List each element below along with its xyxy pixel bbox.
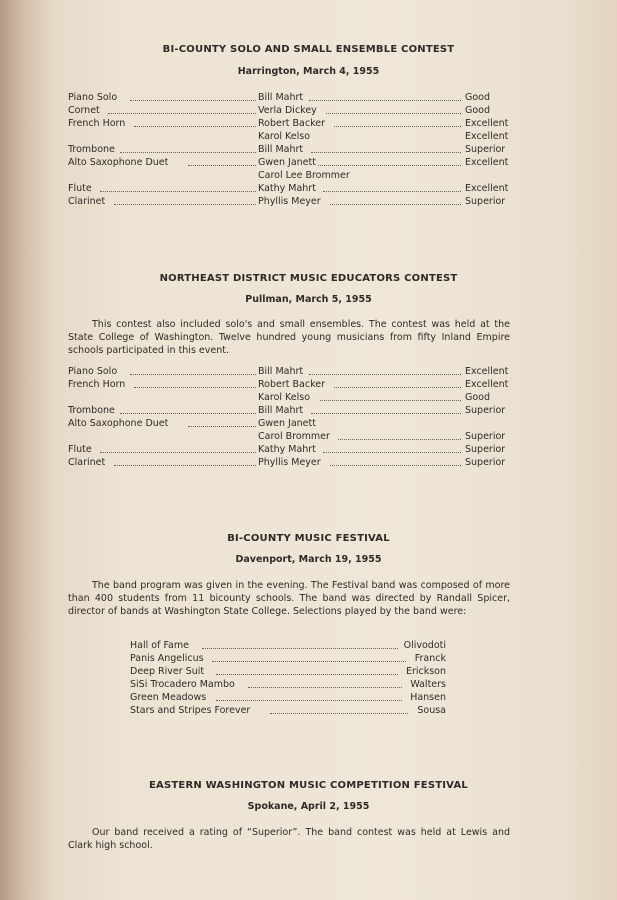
selection-title: SiSi Trocadero Mambo: [130, 679, 235, 690]
rating-cell: Superior: [465, 457, 506, 468]
rating-cell: Excellent: [465, 183, 509, 194]
list-item: [130, 652, 446, 665]
performer-cell: Phyllis Meyer: [258, 196, 321, 207]
table-row: [68, 117, 510, 130]
instrument-cell: Clarinet: [68, 457, 106, 468]
instrument-cell: Trombone: [68, 144, 115, 155]
instrument-cell: Cornet: [68, 105, 100, 116]
instrument-cell: Piano Solo: [68, 92, 118, 103]
rating-cell: Superior: [465, 405, 506, 416]
performer-cell: Robert Backer: [258, 379, 325, 390]
selection-title: Hall of Fame: [130, 640, 189, 651]
table-row: [68, 365, 510, 378]
performer-cell: Carol Brommer: [258, 431, 330, 442]
rating-cell: Good: [465, 392, 491, 403]
performer-cell: Gwen Janett: [258, 418, 316, 429]
section-title-bi-county-solo: BI-COUNTY SOLO AND SMALL ENSEMBLE CONTEST: [162, 44, 455, 55]
section-subtitle-harrington: Harrington, March 4, 1955: [237, 66, 380, 77]
selection-composer: Olivodoti: [403, 640, 446, 651]
selection-composer: Hansen: [410, 692, 446, 703]
table-row: [68, 391, 510, 404]
instrument-cell: Clarinet: [68, 196, 106, 207]
table-row: [68, 443, 510, 456]
instrument-cell: Flute: [68, 444, 92, 455]
table-row: [68, 456, 510, 469]
instrument-cell: Flute: [68, 183, 92, 194]
performer-cell: Bill Mahrt: [258, 405, 304, 416]
list-item: [130, 639, 446, 652]
rating-cell: Excellent: [465, 157, 509, 168]
selection-composer: Erickson: [405, 666, 446, 677]
performer-cell: Kathy Mahrt: [258, 444, 316, 455]
section-subtitle-davenport: Davenport, March 19, 1955: [235, 554, 382, 565]
section-title-eastern-washington: EASTERN WASHINGTON MUSIC COMPETITION FESTIVAL: [149, 780, 468, 791]
rating-cell: Superior: [465, 431, 506, 442]
table-row: [68, 130, 510, 143]
table-row: [68, 378, 510, 391]
selection-title: Stars and Stripes Forever: [130, 705, 251, 716]
list-item: [130, 691, 446, 704]
instrument-cell: Alto Saxophone Duet: [68, 418, 169, 429]
section-subtitle-pullman: Pullman, March 5, 1955: [245, 294, 372, 305]
section-paragraph-pullman: This contest also included solo's and small ensembles. The contest was held at the State College of Washington. Twelve hundred young musicians from fifty Inland Empire schools participated in this event.: [68, 319, 510, 356]
rating-cell: Superior: [465, 196, 506, 207]
performer-cell: Carol Lee Brommer: [258, 170, 350, 181]
rating-cell: Superior: [465, 144, 506, 155]
table-row: [68, 404, 510, 417]
rating-cell: Excellent: [465, 131, 509, 142]
selection-composer: Franck: [414, 653, 446, 664]
rating-cell: Excellent: [465, 379, 509, 390]
instrument-cell: French Horn: [68, 118, 126, 129]
selection-composer: Walters: [410, 679, 446, 690]
section-paragraph-spokane: Our band received a rating of “Superior”. The band contest was held at Lewis and Clark high school.: [68, 827, 510, 851]
performer-cell: Kathy Mahrt: [258, 183, 316, 194]
rating-cell: Superior: [465, 444, 506, 455]
selection-title: Deep River Suit: [130, 666, 205, 677]
section-title-northeast-district: NORTHEAST DISTRICT MUSIC EDUCATORS CONTEST: [159, 273, 458, 284]
instrument-cell: Trombone: [68, 405, 115, 416]
section-subtitle-spokane: Spokane, April 2, 1955: [247, 801, 370, 812]
selection-title: Green Meadows: [130, 692, 207, 703]
instrument-cell: Piano Solo: [68, 366, 118, 377]
table-row: [68, 195, 510, 208]
performer-cell: Karol Kelso: [258, 392, 311, 403]
rating-cell: Good: [465, 92, 491, 103]
list-item: [130, 704, 446, 717]
list-item: [130, 665, 446, 678]
table-row: [68, 182, 510, 195]
rating-cell: Excellent: [465, 118, 509, 129]
table-row: [68, 104, 510, 117]
performer-cell: Phyllis Meyer: [258, 457, 321, 468]
instrument-cell: Alto Saxophone Duet: [68, 157, 169, 168]
performer-cell: Bill Mahrt: [258, 92, 304, 103]
rating-cell: Good: [465, 105, 491, 116]
performer-cell: Verla Dickey: [258, 105, 317, 116]
rating-cell: Excellent: [465, 366, 509, 377]
performer-cell: Bill Mahrt: [258, 144, 304, 155]
table-row: [68, 430, 510, 443]
table-row: [68, 156, 510, 169]
performer-cell: Gwen Janett: [258, 157, 316, 168]
table-row: [68, 169, 510, 182]
selection-composer: Sousa: [417, 705, 446, 716]
instrument-cell: French Horn: [68, 379, 126, 390]
section-title-bi-county-festival: BI-COUNTY MUSIC FESTIVAL: [227, 533, 390, 544]
table-row: [68, 417, 510, 430]
performer-cell: Robert Backer: [258, 118, 325, 129]
section-paragraph-davenport: The band program was given in the evening. The Festival band was composed of more than 400 students from 11 bicounty schools. The band was directed by Randall Spicer, director of bands at Washington State College. Selections played by the band were:: [68, 580, 510, 617]
table-row: [68, 91, 510, 104]
list-item: [130, 678, 446, 691]
table-row: [68, 143, 510, 156]
performer-cell: Bill Mahrt: [258, 366, 304, 377]
selection-title: Panis Angelicus: [130, 653, 204, 664]
performer-cell: Karol Kelso: [258, 131, 311, 142]
